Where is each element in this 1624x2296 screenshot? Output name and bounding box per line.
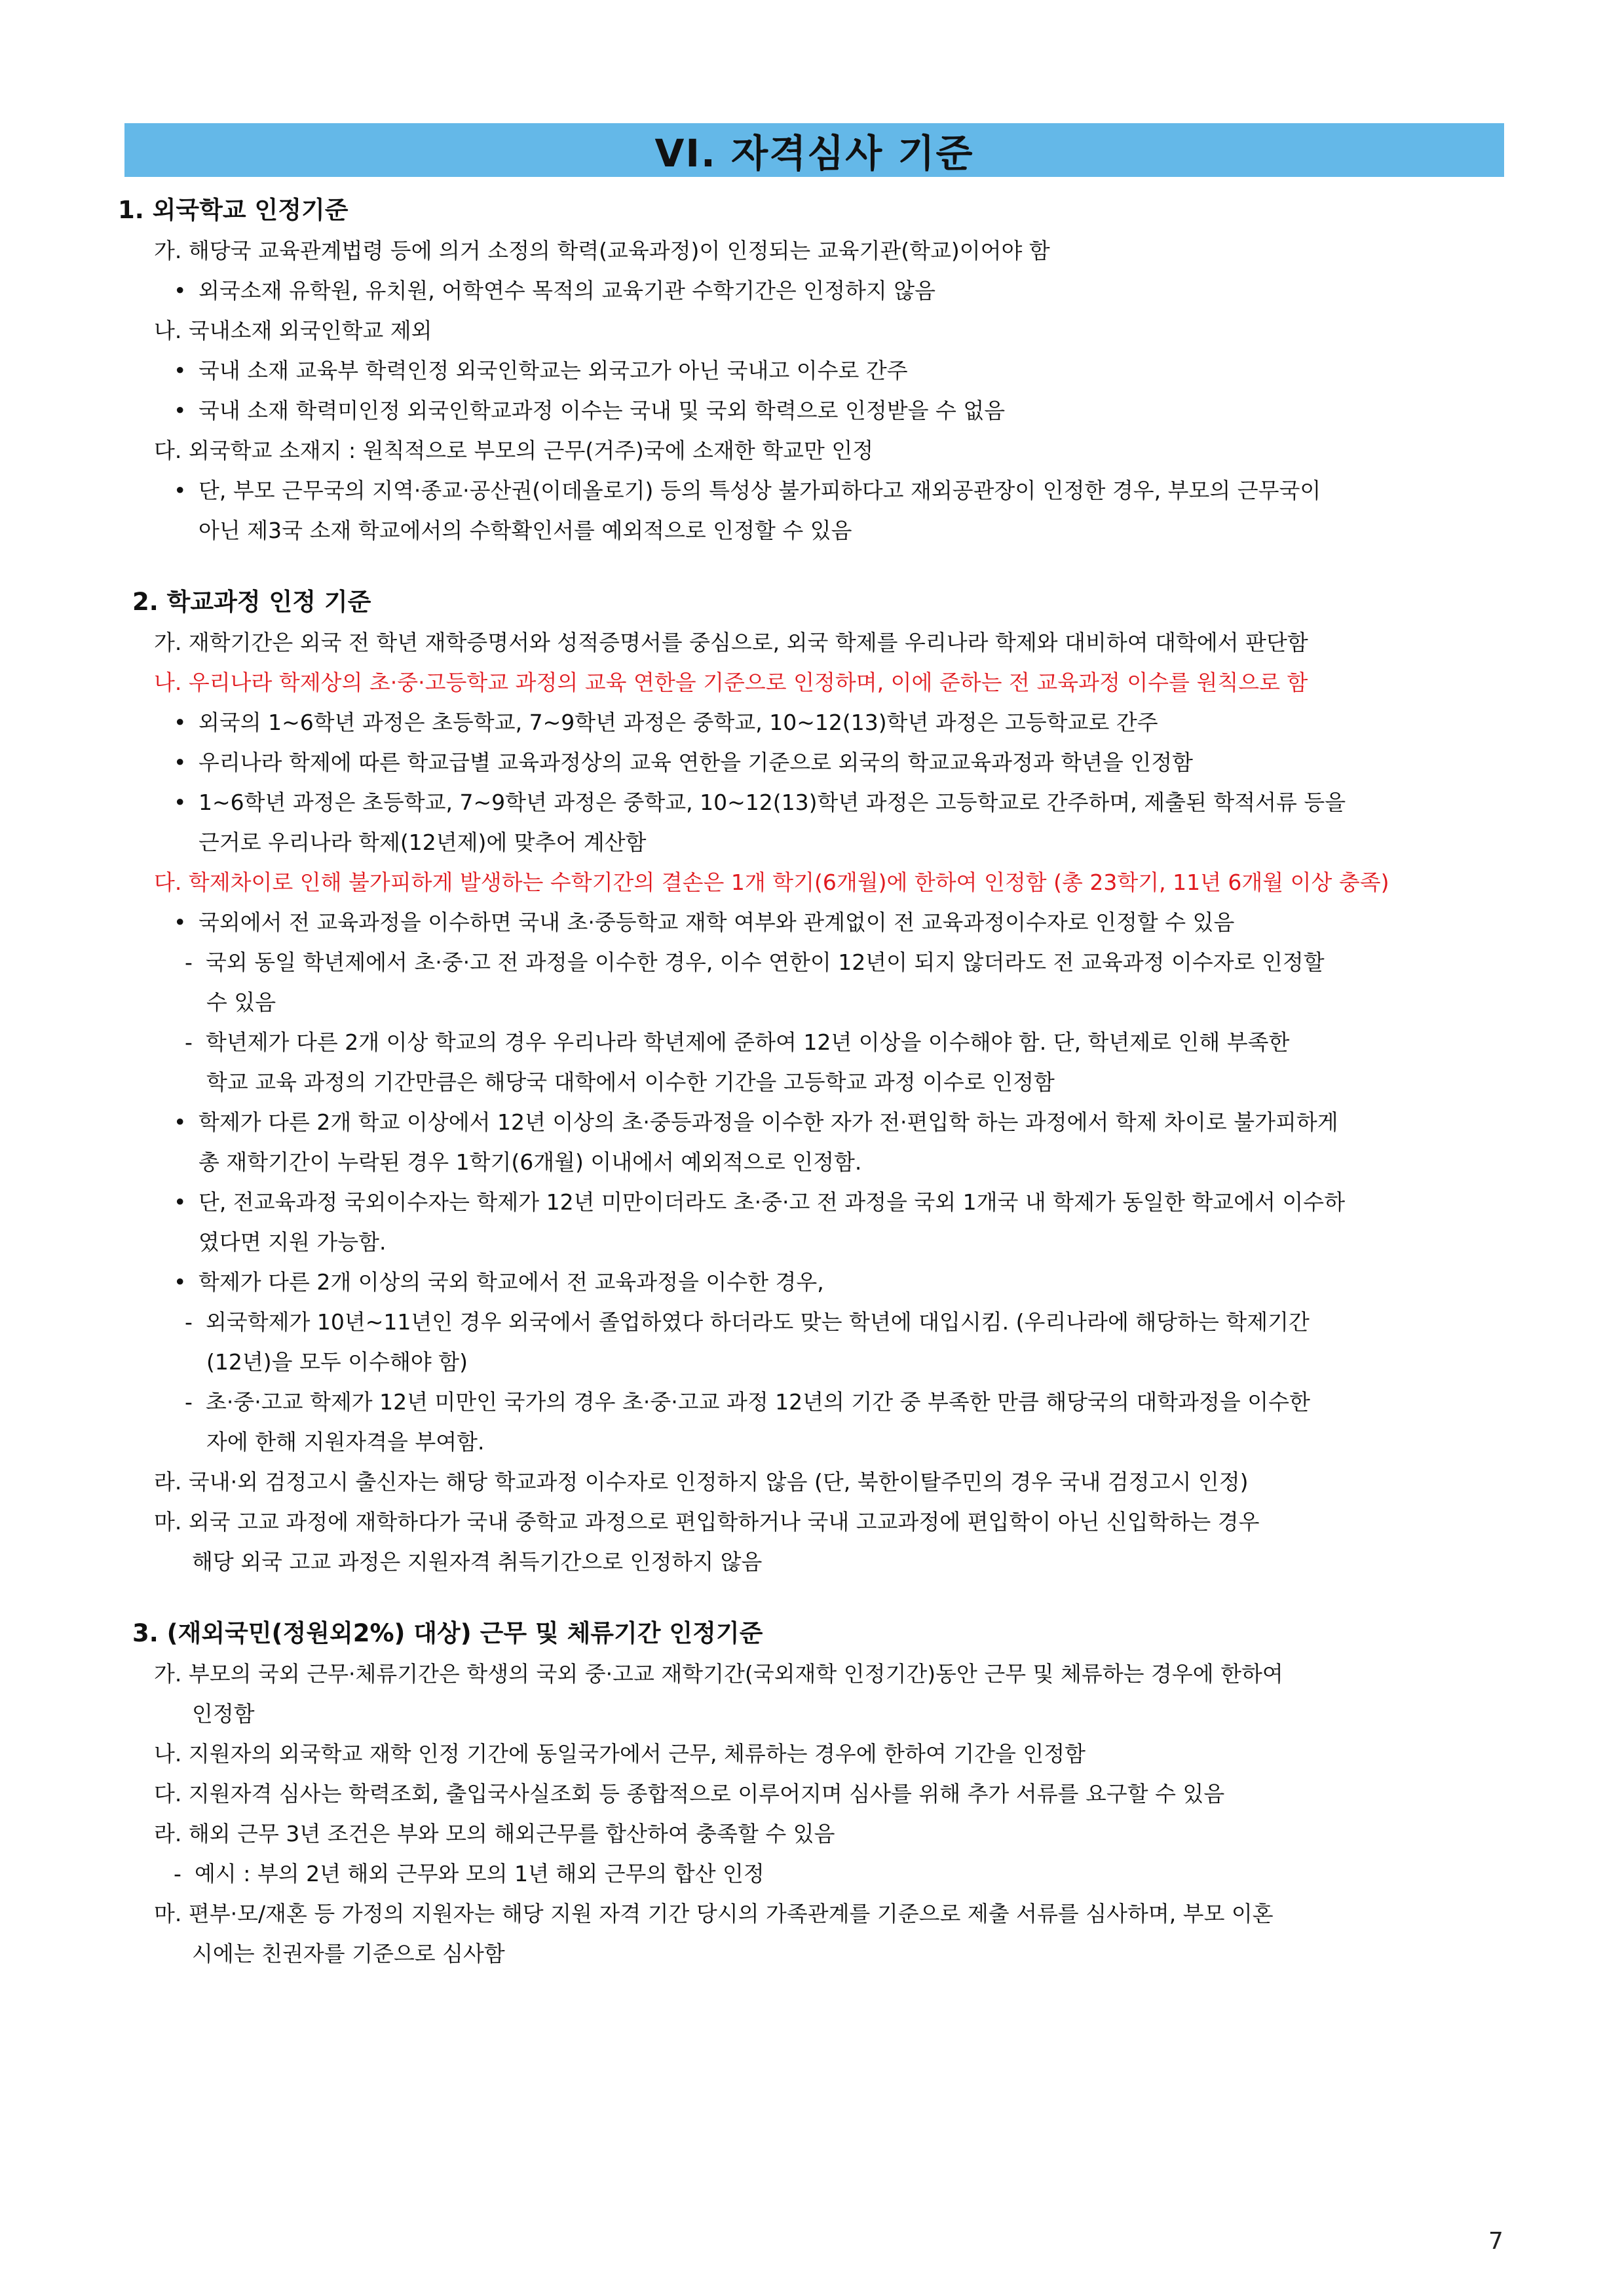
bullet-icon: • (174, 790, 187, 815)
bullet-icon: • (174, 278, 187, 303)
item-da: 다. 지원자격 심사는 학력조회, 출입국사실조회 등 종합적으로 이루어지며 심사를 위해 추가 서류를 요구할 수 있음 (154, 1781, 1225, 1807)
dash-continuation: 자에 한해 지원자격을 부여함. (206, 1429, 485, 1455)
item-ra: 라. 국내·외 검정고시 출신자는 해당 학교과정 이수자로 인정하지 않음 (단, 북한이탈주민의 경우 국내 검정고시 인정) (154, 1469, 1249, 1495)
bullet-item: • 단, 부모 근무국의 지역·종교·공산권(이데올로기) 등의 특성상 불가피하다고 재외공관장이 인정한 경우, 부모의 근무국이 (98, 470, 1520, 510)
section-heading: 1. 외국학교 인정기준 (118, 196, 349, 224)
bullet-item: • 외국의 1~6학년 과정은 초등학교, 7~9학년 과정은 중학교, 10~12(13)학년 과정은 고등학교로 간주 (98, 702, 1520, 742)
bullet-icon: • (174, 1189, 187, 1215)
dash-icon: - (185, 1309, 193, 1335)
bullet-item: • 1~6학년 과정은 초등학교, 7~9학년 과정은 중학교, 10~12(13)학년 과정은 고등학교로 간주하며, 제출된 학적서류 등을 (98, 782, 1520, 822)
bullet-continuation: 였다면 지원 가능함. (198, 1229, 387, 1255)
item-na: 나. 지원자의 외국학교 재학 인정 기간에 동일국가에서 근무, 체류하는 경우에 한하여 기간을 인정함 (154, 1741, 1086, 1767)
dash-item: - 예시 : 부의 2년 해외 근무와 모의 1년 해외 근무의 합산 인정 (98, 1854, 1520, 1894)
bullet-continuation: 아닌 제3국 소재 학교에서의 수학확인서를 예외적으로 인정할 수 있음 (198, 518, 852, 543)
dash-item: - 초·중·고교 학제가 12년 미만인 국가의 경우 초·중·고교 과정 12년의 기간 중 부족한 만큼 해당국의 대학과정을 이수한 (98, 1382, 1520, 1422)
item-na-highlight: 나. 우리나라 학제상의 초·중·고등학교 과정의 교육 연한을 기준으로 인정하며, 이에 준하는 전 교육과정 이수를 원칙으로 함 (154, 670, 1308, 695)
bullet-icon: • (174, 750, 187, 775)
item-continuation: 인정함 (192, 1701, 255, 1727)
dash-continuation: 학교 교육 과정의 기간만큼은 해당국 대학에서 이수한 기간을 고등학교 과정 이수로 인정함 (206, 1069, 1055, 1095)
section-foreign-school (98, 190, 1520, 550)
bullet-icon: • (174, 1109, 187, 1135)
dash-item: - 국외 동일 학년제에서 초·중·고 전 과정을 이수한 경우, 이수 연한이 12년이 되지 않더라도 전 교육과정 이수자로 인정할 (98, 942, 1520, 982)
bullet-item: • 학제가 다른 2개 이상의 국외 학교에서 전 교육과정을 이수한 경우, (98, 1262, 1520, 1302)
dash-icon: - (185, 1029, 193, 1055)
dash-item: - 외국학제가 10년~11년인 경우 외국에서 졸업하였다 하더라도 맞는 학년에 대입시킴. (우리나라에 해당하는 학제기간 (98, 1302, 1520, 1342)
item-ma: 마. 편부·모/재혼 등 가정의 지원자는 해당 지원 자격 기간 당시의 가족관계를 기준으로 제출 서류를 심사하며, 부모 이혼 (154, 1901, 1274, 1926)
bullet-item: • 국내 소재 학력미인정 외국인학교과정 이수는 국내 및 국외 학력으로 인정받을 수 없음 (98, 391, 1520, 430)
section-title-bar (124, 123, 1504, 177)
item-da-highlight: 다. 학제차이로 인해 불가피하게 발생하는 수학기간의 결손은 1개 학기(6개월)에 한하여 인정함 (총 23학기, 11년 6개월 이상 충족) (154, 870, 1389, 895)
bullet-item: • 단, 전교육과정 국외이수자는 학제가 12년 미만이더라도 초·중·고 전 과정을 국외 1개국 내 학제가 동일한 학교에서 이수하 (98, 1182, 1520, 1222)
bullet-icon: • (174, 710, 187, 735)
section-heading: 3. (재외국민(정원외2%) 대상) 근무 및 체류기간 인정기준 (132, 1619, 763, 1647)
item-na: 나. 국내소재 외국인학교 제외 (154, 318, 432, 343)
item-ga: 가. 재학기간은 외국 전 학년 재학증명서와 성적증명서를 중심으로, 외국 학제를 우리나라 학제와 대비하여 대학에서 판단함 (154, 630, 1308, 655)
bullet-item: • 국내 소재 교육부 학력인정 외국인학교는 외국고가 아닌 국내고 이수로 간주 (98, 351, 1520, 391)
dash-icon: - (185, 1389, 193, 1415)
bullet-icon: • (174, 478, 187, 503)
section-school-course (98, 582, 1520, 1582)
dash-item: - 학년제가 다른 2개 이상 학교의 경우 우리나라 학년제에 준하여 12년 이상을 이수해야 함. 단, 학년제로 인해 부족한 (98, 1022, 1520, 1062)
bullet-item: • 외국소재 유학원, 유치원, 어학연수 목적의 교육기관 수학기간은 인정하지 않음 (98, 271, 1520, 311)
bullet-icon: • (174, 358, 187, 383)
bullet-icon: • (174, 398, 187, 423)
item-ma: 마. 외국 고교 과정에 재학하다가 국내 중학교 과정으로 편입학하거나 국내 고교과정에 편입학이 아닌 신입학하는 경우 (154, 1509, 1260, 1535)
section-residence-period (98, 1613, 1520, 1974)
page-number: 7 (1488, 2228, 1503, 2255)
bullet-icon: • (174, 909, 187, 935)
item-continuation: 시에는 친권자를 기준으로 심사함 (192, 1941, 505, 1966)
page-title: VI. 자격심사 기준 (654, 131, 974, 176)
dash-icon: - (185, 949, 193, 975)
item-continuation: 해당 외국 고교 과정은 지원자격 취득기간으로 인정하지 않음 (192, 1549, 763, 1575)
item-da: 다. 외국학교 소재지 : 원칙적으로 부모의 근무(거주)국에 소재한 학교만 인정 (154, 438, 874, 463)
section-heading: 2. 학교과정 인정 기준 (132, 588, 371, 616)
item-ra: 라. 해외 근무 3년 조건은 부와 모의 해외근무를 합산하여 충족할 수 있음 (154, 1821, 835, 1846)
bullet-continuation: 총 재학기간이 누락된 경우 1학기(6개월) 이내에서 예외적으로 인정함. (198, 1149, 862, 1175)
bullet-item: • 국외에서 전 교육과정을 이수하면 국내 초·중등학교 재학 여부와 관계없이 전 교육과정이수자로 인정할 수 있음 (98, 902, 1520, 942)
dash-icon: - (174, 1861, 181, 1886)
bullet-item: • 학제가 다른 2개 학교 이상에서 12년 이상의 초·중등과정을 이수한 자가 전·편입학 하는 과정에서 학제 차이로 불가피하게 (98, 1102, 1520, 1142)
document-body (98, 190, 1520, 1974)
item-ga: 가. 해당국 교육관계법령 등에 의거 소정의 학력(교육과정)이 인정되는 교육기관(학교)이어야 함 (154, 238, 1050, 263)
bullet-icon: • (174, 1269, 187, 1295)
bullet-item: • 우리나라 학제에 따른 학교급별 교육과정상의 교육 연한을 기준으로 외국의 학교교육과정과 학년을 인정함 (98, 742, 1520, 782)
dash-continuation: 수 있음 (206, 989, 276, 1015)
item-ga: 가. 부모의 국외 근무·체류기간은 학생의 국외 중·고교 재학기간(국외재학 인정기간)동안 근무 및 체류하는 경우에 한하여 (154, 1661, 1283, 1687)
bullet-continuation: 근거로 우리나라 학제(12년제)에 맞추어 계산함 (198, 830, 647, 855)
dash-continuation: (12년)을 모두 이수해야 함) (206, 1349, 468, 1375)
